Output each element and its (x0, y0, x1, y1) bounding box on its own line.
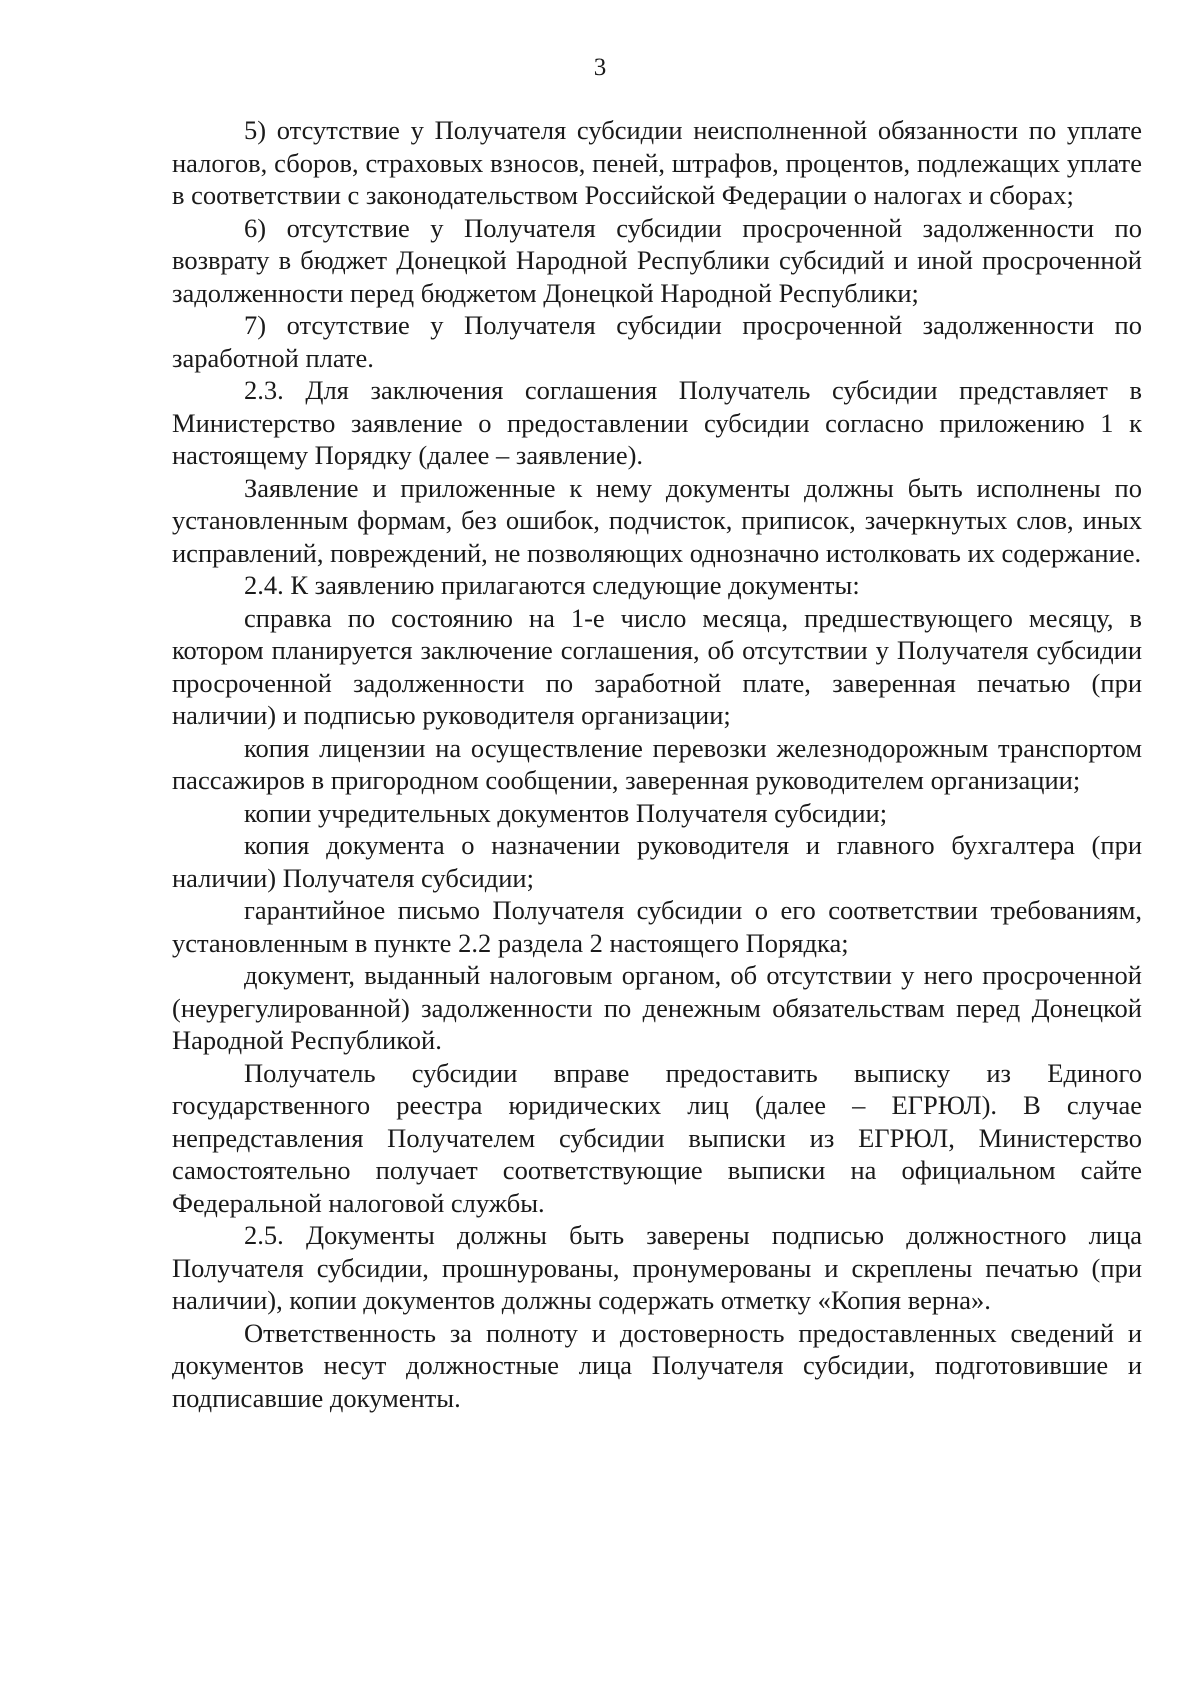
page-number: 3 (593, 54, 607, 81)
document-item-tax-certificate: документ, выданный налоговым органом, об отсутствии у него просроченной (неурегулированной) задолженности по денежным обязательствам перед Донецкой Народной Республикой. (172, 960, 1142, 1055)
paragraph-2-3: 2.3. Для заключения соглашения Получатель субсидии представляет в Министерство заявление о предоставлении субсидии согласно приложению 1 к настоящему Порядку (далее – заявление). (172, 375, 1142, 470)
document-item-guarantee-letter: гарантийное письмо Получателя субсидии о его соответствии требованиям, установленным в пункте 2.2 раздела 2 настоящего Порядка; (172, 895, 1142, 958)
paragraph-item-5: 5) отсутствие у Получателя субсидии неисполненной обязанности по уплате налогов, сборов, страховых взносов, пеней, штрафов, процентов, подлежащих уплате в соответствии с законодательством Российской Федерации о налогах и сборах; (172, 115, 1142, 210)
document-item-appointment-copy: копия документа о назначении руководителя и главного бухгалтера (при наличии) Получателя субсидии; (172, 830, 1142, 893)
paragraph-item-6: 6) отсутствие у Получателя субсидии просроченной задолженности по возврату в бюджет Донецкой Народной Республики субсидий и иной просроченной задолженности перед бюджетом Донецкой Народной Республики; (172, 212, 1142, 308)
document-item-founding-documents: копии учредительных документов Получателя субсидии; (244, 797, 888, 828)
paragraph-2-4: 2.4. К заявлению прилагаются следующие документы: (244, 570, 860, 600)
document-body (172, 114, 1142, 1414)
document-item-license-copy: копия лицензии на осуществление перевозки железнодорожным транспортом пассажиров в пригородном сообщении, заверенная руководителем организации; (172, 732, 1142, 795)
paragraph-egrul-extract: Получатель субсидии вправе предоставить выписку из Единого государственного реестра юридических лиц (далее – ЕГРЮЛ). В случае непредставления Получателем субсидии выписки из ЕГРЮЛ, Министерство самостоятельно получает соответствующие выписки на официальном сайте Федеральной налоговой службы. (172, 1057, 1142, 1218)
paragraph-item-7: 7) отсутствие у Получателя субсидии просроченной задолженности по заработной плате. (172, 310, 1142, 373)
paragraph-responsibility: Ответственность за полноту и достоверность предоставленных сведений и документов несут должностные лица Получателя субсидии, подготовившие и подписавшие документы. (172, 1317, 1142, 1413)
paragraph-application-requirements: Заявление и приложенные к нему документы должны быть исполнены по установленным формам, без ошибок, подчисток, приписок, зачеркнутых слов, иных исправлений, повреждений, не позволяющих однозначно истолковать их содержание. (172, 472, 1142, 568)
paragraph-2-5: 2.5. Документы должны быть заверены подписью должностного лица Получателя субсидии, прошнурованы, пронумерованы и скреплены печатью (при наличии), копии документов должны содержать отметку «Копия верна». (172, 1220, 1142, 1315)
document-item-certificate: справка по состоянию на 1-е число месяца, предшествующего месяцу, в котором планируется заключение соглашения, об отсутствии у Получателя субсидии просроченной задолженности по заработной плате, заверенная печатью (при наличии) и подписью руководителя организации; (172, 602, 1142, 730)
